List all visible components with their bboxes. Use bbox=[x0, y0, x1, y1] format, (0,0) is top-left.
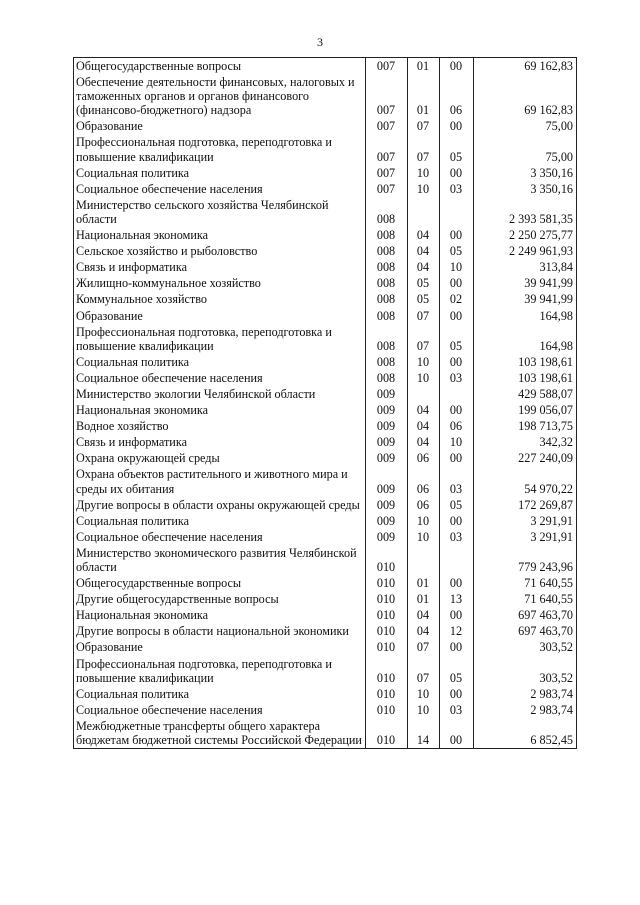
row-code: 008 bbox=[366, 291, 408, 307]
row-section: 10 bbox=[408, 165, 440, 181]
row-section: 07 bbox=[408, 639, 440, 655]
row-section: 10 bbox=[408, 702, 440, 718]
row-section: 04 bbox=[408, 259, 440, 275]
table-row bbox=[74, 623, 577, 639]
row-subsection: 00 bbox=[440, 718, 474, 749]
row-subsection: 05 bbox=[440, 497, 474, 513]
table-row bbox=[74, 545, 577, 575]
row-code: 010 bbox=[366, 591, 408, 607]
table-row bbox=[74, 402, 577, 418]
table-row bbox=[74, 466, 577, 496]
row-code: 009 bbox=[366, 450, 408, 466]
row-code: 007 bbox=[366, 181, 408, 197]
row-section: 07 bbox=[408, 118, 440, 134]
row-amount: 39 941,99 bbox=[474, 291, 577, 307]
row-name: Жилищно-коммунальное хозяйство bbox=[74, 275, 366, 291]
row-amount: 303,52 bbox=[474, 639, 577, 655]
table-row bbox=[74, 418, 577, 434]
row-section bbox=[408, 545, 440, 575]
table-row bbox=[74, 370, 577, 386]
row-amount: 39 941,99 bbox=[474, 275, 577, 291]
row-amount: 75,00 bbox=[474, 134, 577, 164]
table-row bbox=[74, 134, 577, 164]
row-name: Социальное обеспечение населения bbox=[74, 702, 366, 718]
table-row bbox=[74, 575, 577, 591]
row-section: 10 bbox=[408, 370, 440, 386]
table-row bbox=[74, 386, 577, 402]
row-amount: 2 250 275,77 bbox=[474, 227, 577, 243]
row-section: 10 bbox=[408, 354, 440, 370]
row-section: 04 bbox=[408, 418, 440, 434]
row-name: Национальная экономика bbox=[74, 227, 366, 243]
row-amount: 303,52 bbox=[474, 656, 577, 686]
row-name: Другие общегосударственные вопросы bbox=[74, 591, 366, 607]
row-section: 07 bbox=[408, 656, 440, 686]
row-section: 05 bbox=[408, 291, 440, 307]
table-row bbox=[74, 718, 577, 749]
row-code: 010 bbox=[366, 686, 408, 702]
row-amount: 697 463,70 bbox=[474, 623, 577, 639]
row-code: 008 bbox=[366, 354, 408, 370]
row-code: 010 bbox=[366, 623, 408, 639]
row-code: 010 bbox=[366, 718, 408, 749]
budget-table-body bbox=[74, 58, 577, 749]
row-amount: 313,84 bbox=[474, 259, 577, 275]
row-code: 008 bbox=[366, 259, 408, 275]
row-amount: 2 983,74 bbox=[474, 702, 577, 718]
row-name: Межбюджетные трансферты общего характера бюджетам бюджетной системы Российской Федерации bbox=[74, 718, 366, 749]
row-section: 10 bbox=[408, 529, 440, 545]
row-section: 06 bbox=[408, 497, 440, 513]
row-section: 07 bbox=[408, 308, 440, 324]
row-subsection bbox=[440, 386, 474, 402]
row-section: 05 bbox=[408, 275, 440, 291]
row-subsection: 03 bbox=[440, 466, 474, 496]
row-name: Профессиональная подготовка, переподготовка и повышение квалификации bbox=[74, 656, 366, 686]
row-subsection: 05 bbox=[440, 324, 474, 354]
row-code: 010 bbox=[366, 545, 408, 575]
row-subsection: 03 bbox=[440, 370, 474, 386]
row-code: 009 bbox=[366, 513, 408, 529]
row-amount: 75,00 bbox=[474, 118, 577, 134]
row-section: 10 bbox=[408, 513, 440, 529]
row-amount: 429 588,07 bbox=[474, 386, 577, 402]
row-name: Социальное обеспечение населения bbox=[74, 181, 366, 197]
row-subsection: 06 bbox=[440, 418, 474, 434]
row-section: 01 bbox=[408, 575, 440, 591]
table-row bbox=[74, 513, 577, 529]
row-subsection: 00 bbox=[440, 402, 474, 418]
row-subsection: 10 bbox=[440, 434, 474, 450]
row-code: 010 bbox=[366, 607, 408, 623]
row-section: 10 bbox=[408, 181, 440, 197]
row-section: 04 bbox=[408, 623, 440, 639]
row-section bbox=[408, 197, 440, 227]
row-name: Министерство сельского хозяйства Челябинской области bbox=[74, 197, 366, 227]
row-code: 008 bbox=[366, 227, 408, 243]
row-amount: 697 463,70 bbox=[474, 607, 577, 623]
row-subsection: 00 bbox=[440, 686, 474, 702]
row-subsection: 13 bbox=[440, 591, 474, 607]
table-row bbox=[74, 639, 577, 655]
table-row bbox=[74, 165, 577, 181]
row-amount: 172 269,87 bbox=[474, 497, 577, 513]
row-amount: 3 350,16 bbox=[474, 165, 577, 181]
row-amount: 69 162,83 bbox=[474, 58, 577, 75]
row-amount: 342,32 bbox=[474, 434, 577, 450]
row-code: 009 bbox=[366, 434, 408, 450]
row-name: Другие вопросы в области национальной экономики bbox=[74, 623, 366, 639]
row-name: Министерство экологии Челябинской области bbox=[74, 386, 366, 402]
row-amount: 164,98 bbox=[474, 324, 577, 354]
row-subsection: 02 bbox=[440, 291, 474, 307]
row-section: 01 bbox=[408, 591, 440, 607]
row-code: 009 bbox=[366, 418, 408, 434]
row-name: Коммунальное хозяйство bbox=[74, 291, 366, 307]
row-amount: 2 393 581,35 bbox=[474, 197, 577, 227]
row-code: 009 bbox=[366, 497, 408, 513]
row-code: 009 bbox=[366, 529, 408, 545]
row-subsection bbox=[440, 197, 474, 227]
row-subsection: 00 bbox=[440, 165, 474, 181]
row-amount: 3 291,91 bbox=[474, 513, 577, 529]
row-name: Национальная экономика bbox=[74, 402, 366, 418]
row-name: Образование bbox=[74, 639, 366, 655]
table-row bbox=[74, 497, 577, 513]
row-amount: 164,98 bbox=[474, 308, 577, 324]
row-name: Общегосударственные вопросы bbox=[74, 58, 366, 75]
table-row bbox=[74, 434, 577, 450]
row-code: 008 bbox=[366, 370, 408, 386]
row-subsection: 06 bbox=[440, 74, 474, 118]
row-section: 01 bbox=[408, 58, 440, 75]
row-code: 008 bbox=[366, 308, 408, 324]
table-row bbox=[74, 607, 577, 623]
row-name: Общегосударственные вопросы bbox=[74, 575, 366, 591]
table-row bbox=[74, 197, 577, 227]
row-code: 008 bbox=[366, 243, 408, 259]
row-section: 06 bbox=[408, 450, 440, 466]
row-name: Другие вопросы в области охраны окружающей среды bbox=[74, 497, 366, 513]
row-code: 008 bbox=[366, 197, 408, 227]
row-subsection: 03 bbox=[440, 181, 474, 197]
row-code: 008 bbox=[366, 324, 408, 354]
row-name: Национальная экономика bbox=[74, 607, 366, 623]
row-subsection: 03 bbox=[440, 529, 474, 545]
row-section: 04 bbox=[408, 227, 440, 243]
table-row bbox=[74, 354, 577, 370]
table-row bbox=[74, 529, 577, 545]
row-name: Социальное обеспечение населения bbox=[74, 529, 366, 545]
row-amount: 3 350,16 bbox=[474, 181, 577, 197]
row-section bbox=[408, 386, 440, 402]
table-row bbox=[74, 227, 577, 243]
table-row bbox=[74, 591, 577, 607]
row-code: 007 bbox=[366, 74, 408, 118]
row-name: Социальное обеспечение населения bbox=[74, 370, 366, 386]
row-subsection: 00 bbox=[440, 607, 474, 623]
row-section: 04 bbox=[408, 607, 440, 623]
row-name: Связь и информатика bbox=[74, 259, 366, 275]
row-subsection: 12 bbox=[440, 623, 474, 639]
row-amount: 227 240,09 bbox=[474, 450, 577, 466]
row-subsection: 00 bbox=[440, 513, 474, 529]
row-name: Профессиональная подготовка, переподготовка и повышение квалификации bbox=[74, 134, 366, 164]
row-subsection: 05 bbox=[440, 134, 474, 164]
table-row bbox=[74, 74, 577, 118]
row-amount: 71 640,55 bbox=[474, 591, 577, 607]
row-amount: 3 291,91 bbox=[474, 529, 577, 545]
row-amount: 2 249 961,93 bbox=[474, 243, 577, 259]
table-row bbox=[74, 275, 577, 291]
row-subsection: 00 bbox=[440, 639, 474, 655]
row-name: Социальная политика bbox=[74, 686, 366, 702]
row-code: 007 bbox=[366, 58, 408, 75]
row-name: Социальная политика bbox=[74, 513, 366, 529]
row-subsection: 05 bbox=[440, 243, 474, 259]
row-amount: 198 713,75 bbox=[474, 418, 577, 434]
row-name: Образование bbox=[74, 118, 366, 134]
table-row bbox=[74, 291, 577, 307]
row-code: 009 bbox=[366, 386, 408, 402]
row-section: 01 bbox=[408, 74, 440, 118]
row-section: 04 bbox=[408, 402, 440, 418]
row-section: 07 bbox=[408, 134, 440, 164]
row-name: Водное хозяйство bbox=[74, 418, 366, 434]
row-section: 10 bbox=[408, 686, 440, 702]
table-row bbox=[74, 118, 577, 134]
table-row bbox=[74, 181, 577, 197]
row-amount: 103 198,61 bbox=[474, 354, 577, 370]
row-amount: 71 640,55 bbox=[474, 575, 577, 591]
row-name: Обеспечение деятельности финансовых, налоговых и таможенных органов и органов финансового (финансово-бюджетного) надзора bbox=[74, 74, 366, 118]
row-amount: 199 056,07 bbox=[474, 402, 577, 418]
row-subsection: 00 bbox=[440, 227, 474, 243]
row-name: Министерство экономического развития Челябинской области bbox=[74, 545, 366, 575]
row-section: 14 bbox=[408, 718, 440, 749]
table-row bbox=[74, 324, 577, 354]
row-subsection: 05 bbox=[440, 656, 474, 686]
row-name: Социальная политика bbox=[74, 354, 366, 370]
row-code: 009 bbox=[366, 402, 408, 418]
budget-table bbox=[73, 57, 577, 749]
row-name: Образование bbox=[74, 308, 366, 324]
page-number: 3 bbox=[317, 35, 323, 49]
row-subsection: 00 bbox=[440, 450, 474, 466]
row-code: 010 bbox=[366, 639, 408, 655]
row-subsection bbox=[440, 545, 474, 575]
row-amount: 6 852,45 bbox=[474, 718, 577, 749]
row-section: 04 bbox=[408, 434, 440, 450]
table-row bbox=[74, 702, 577, 718]
row-code: 007 bbox=[366, 118, 408, 134]
row-amount: 103 198,61 bbox=[474, 370, 577, 386]
row-subsection: 00 bbox=[440, 575, 474, 591]
row-name: Связь и информатика bbox=[74, 434, 366, 450]
row-code: 010 bbox=[366, 702, 408, 718]
table-row bbox=[74, 259, 577, 275]
row-code: 009 bbox=[366, 466, 408, 496]
row-code: 008 bbox=[366, 275, 408, 291]
table-row bbox=[74, 243, 577, 259]
row-name: Социальная политика bbox=[74, 165, 366, 181]
row-subsection: 00 bbox=[440, 118, 474, 134]
row-subsection: 00 bbox=[440, 58, 474, 75]
row-subsection: 00 bbox=[440, 275, 474, 291]
table-row bbox=[74, 686, 577, 702]
row-amount: 54 970,22 bbox=[474, 466, 577, 496]
row-code: 010 bbox=[366, 656, 408, 686]
row-section: 04 bbox=[408, 243, 440, 259]
table-row bbox=[74, 656, 577, 686]
row-amount: 2 983,74 bbox=[474, 686, 577, 702]
row-section: 07 bbox=[408, 324, 440, 354]
table-row bbox=[74, 58, 577, 75]
row-code: 007 bbox=[366, 134, 408, 164]
table-row bbox=[74, 308, 577, 324]
table-row bbox=[74, 450, 577, 466]
row-name: Сельское хозяйство и рыболовство bbox=[74, 243, 366, 259]
row-code: 007 bbox=[366, 165, 408, 181]
row-subsection: 10 bbox=[440, 259, 474, 275]
row-code: 010 bbox=[366, 575, 408, 591]
row-name: Охрана окружающей среды bbox=[74, 450, 366, 466]
row-name: Охрана объектов растительного и животного мира и среды их обитания bbox=[74, 466, 366, 496]
row-amount: 779 243,96 bbox=[474, 545, 577, 575]
row-amount: 69 162,83 bbox=[474, 74, 577, 118]
row-section: 06 bbox=[408, 466, 440, 496]
row-subsection: 00 bbox=[440, 354, 474, 370]
row-name: Профессиональная подготовка, переподготовка и повышение квалификации bbox=[74, 324, 366, 354]
row-subsection: 03 bbox=[440, 702, 474, 718]
row-subsection: 00 bbox=[440, 308, 474, 324]
